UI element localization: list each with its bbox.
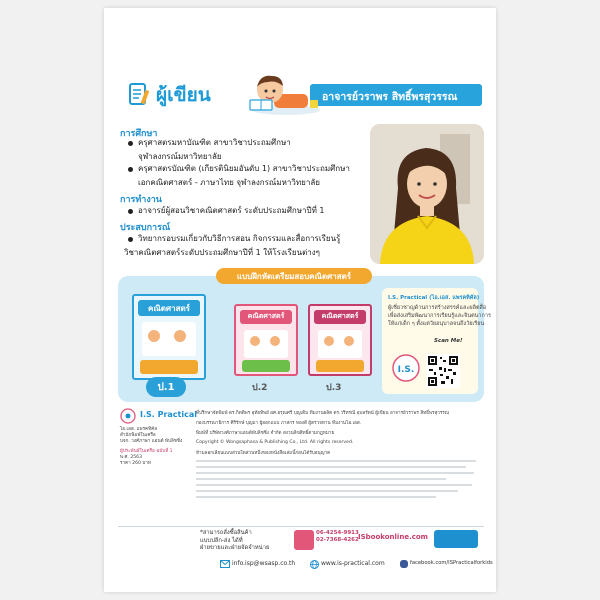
education-line: ครุศาสตรบัณฑิต (เกียรตินิยมอันดับ 1) สาขาวิชาประถมศึกษา	[138, 164, 350, 173]
book-pencil-icon	[128, 82, 150, 108]
imprint-line: กองบรรณาธิการ ศิริรักษ์ บุญมา ผู้ออกแบบ ภาสกร ทองดี ผู้ตรวจทาน ทีมงานไอ.เอส.	[196, 421, 362, 426]
email-link[interactable]: info.isp@wsasp.co.th	[232, 560, 296, 567]
footer-left-line: ราคา 260 บาท	[120, 461, 151, 466]
author-name: อาจารย์วราพร สิทธิ์พรสุวรรณ	[322, 91, 458, 103]
promo-line: เพื่อส่งเสริมพัฒนาการเรียนรู้และจินตนาการ	[388, 313, 491, 319]
grade-label-p2: ป.2	[252, 383, 268, 393]
promo-title: I.S. Practical (ไอ.เอส. แพรคทิคัล)	[388, 295, 480, 301]
book-page	[104, 8, 496, 592]
footer-left-line: สำนักพิมพ์ในเครือ	[120, 433, 156, 438]
phone-number[interactable]: 06-4254-9913	[316, 530, 359, 536]
footer-brand: I.S. Practical	[140, 410, 197, 419]
imprint-line: พิมพ์ที่ บริษัทวงศ์ภาษาแอนด์พับลิชชิ่ง จำกัด สงวนลิขสิทธิ์ตามกฎหมาย	[196, 431, 335, 436]
education-heading: การศึกษา	[120, 129, 158, 139]
author-portrait-icon	[370, 124, 484, 264]
footer-left-line: พ.ศ. 2563	[120, 455, 143, 460]
grade-label-p1: ป.1	[157, 382, 175, 393]
is-practical-logo	[120, 408, 140, 424]
mail-icon	[220, 560, 230, 568]
bullet	[128, 141, 133, 146]
hotline	[316, 530, 359, 544]
sponsor-logo	[434, 530, 478, 548]
book-cover-title: คณิตศาสตร์	[247, 312, 285, 320]
imprint-line: ห้ามลอกเลียนแบบส่วนใดส่วนหนึ่งของหนังสือเล่มนี้ก่อนได้รับอนุญาต	[196, 451, 331, 456]
page-title: ผู้เขียน	[156, 84, 211, 106]
work-line: อาจารย์ผู้สอนวิชาคณิตศาสตร์ ระดับประถมศึกษาปีที่ 1	[138, 206, 325, 215]
order-line: *สามารถสั่งซื้อสินค้า	[200, 530, 252, 536]
bullet	[128, 209, 133, 214]
book-cover-p2	[234, 304, 298, 376]
book-series-title: แบบฝึกหัดเตรียมสอบคณิตศาสตร์	[236, 272, 352, 281]
grade-badge-p1	[146, 377, 186, 397]
footer-left-line: บจก. วงศ์ภาษา แอนด์ พับลิชชิ่ง	[120, 439, 183, 444]
grade-label-p3: ป.3	[326, 383, 342, 393]
is-practical-logo	[390, 354, 422, 384]
footer-left-line: ผู้ประพันธ์ในเครือ ฉบับที่ 1	[120, 449, 173, 454]
facebook-link[interactable]: facebook.com/ISPracticalforkids	[410, 560, 493, 566]
book-cover-title: คณิตศาสตร์	[321, 312, 359, 320]
book-series-title-tab	[216, 268, 372, 284]
bookonline-link[interactable]: ISbookonline.com	[358, 533, 428, 541]
qr-code-icon[interactable]	[426, 354, 460, 388]
experience-heading: ประสบการณ์	[120, 223, 171, 233]
bullet	[128, 237, 133, 242]
svg-text:I.S.: I.S.	[397, 365, 415, 375]
book-cover-p1	[132, 294, 206, 380]
education-line: ครุศาสตรมหาบัณฑิต สาขาวิชาประถมศึกษา	[138, 138, 291, 147]
order-line: ฝ่ายขายและฝ่ายจัดจำหน่าย	[200, 545, 270, 552]
reading-child-icon	[246, 70, 324, 116]
footer-divider	[118, 526, 484, 527]
bullet	[128, 167, 133, 172]
hotline-icon	[294, 530, 314, 550]
website-link[interactable]: www.is-practical.com	[321, 560, 385, 567]
work-heading: การทำงาน	[120, 195, 162, 205]
phone-number[interactable]: 02-7368-4262	[316, 537, 359, 543]
footer-left-line: ไอ.เอส. แพรคทิคัล	[120, 427, 158, 432]
order-info	[200, 530, 269, 553]
globe-icon	[310, 560, 319, 569]
author-photo	[370, 124, 484, 264]
order-line: แบบปลีก-ส่ง ได้ที่	[200, 537, 243, 544]
experience-line: วิชาคณิตศาสตร์ระดับประถมศึกษาปีที่ 1 ให้โรงเรียนต่างๆ	[124, 248, 320, 257]
facebook-icon	[400, 560, 408, 568]
imprint-filler	[196, 460, 480, 520]
scan-me-label: Scan Me!	[434, 338, 463, 344]
promo-line: ผู้เชี่ยวชาญด้านการสร้างสรรค์และผลิตสื่อ	[388, 305, 487, 311]
imprint-line: ที่ปรึกษาจัดพิมพ์ ดร.กิตติพร อุทัยทิพย์ ผศ.อรุณศรี บุญเติม ทีมงานผลิต ดร.วริทรณี อุบลรัตน์ ผู้เขียน อาจารย์วราพร สิทธิ์พรสุวรรณ	[196, 411, 450, 416]
experience-line: วิทยากรอบรมเกี่ยวกับวิธีการสอน กิจกรรมและสื่อการเรียนรู้	[138, 234, 341, 243]
book-cover-p3	[308, 304, 372, 376]
promo-line: ให้แก่เด็ก ๆ ตั้งแต่วัยอนุบาลจนถึงวัยเรียน	[388, 321, 485, 327]
education-line: จุฬาลงกรณ์มหาวิทยาลัย	[138, 152, 222, 161]
book-cover-title: คณิตศาสตร์	[148, 304, 190, 313]
imprint-line: Copyright © Wongsaphasa & Publishing Co., Ltd. All rights reserved.	[196, 440, 354, 445]
education-line: เอกคณิตศาสตร์ - ภาษาไทย จุฬาลงกรณ์มหาวิทยาลัย	[138, 178, 320, 187]
